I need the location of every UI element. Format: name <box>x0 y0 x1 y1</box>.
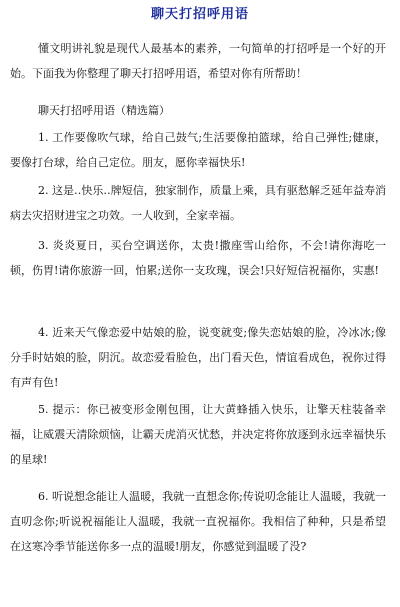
list-item-2: 2. 这是‥快乐‥牌短信，独家制作，质量上乘，具有驱愁解乏延年益寿消病去灾招财进宝之功效。一人收到，全家幸福。 <box>10 184 386 222</box>
document-title: 聊天打招呼用语 <box>150 7 249 22</box>
section-subtitle: 聊天打招呼用语（精选篇） <box>38 104 170 117</box>
list-item-5: 5. 提示：你已被变形金刚包围，让大黄蜂插入快乐，让擎天柱装备幸福，让威震天清除烦恼，让霸天虎消灭忧愁，并决定将你放逐到永远幸福快乐的星球! <box>10 403 386 466</box>
list-item-1: 1. 工作要像吹气球，给自己鼓气;生活要像拍篮球，给自己弹性;健康，要像打台球，给自己定位。朋友，愿你幸福快乐! <box>10 131 386 169</box>
list-item-3: 3. 炎炎夏日，买台空调送你，太贵!撒座雪山给你，不会!请你海吃一顿，伤胃!请你旅游一回，怕累;送你一支玫瑰，误会!只好短信祝福你，实惠! <box>10 239 386 277</box>
intro-paragraph: 懂文明讲礼貌是现代人最基本的素养，一句简单的打招呼是一个好的开始。下面我为你整理了聊天打招呼用语，希望对你有所帮助！ <box>10 42 386 80</box>
list-item-6: 6. 听说想念能让人温暖，我就一直想念你;传说叨念能让人温暖，我就一直叨念你;听说祝福能让人温暖，我就一直祝福你。我相信了种种，只是希望在这寒冷季节能送你多一点的温暖!朋友，你感觉到温暖了没? <box>10 490 386 553</box>
list-item-4: 4. 近来天气像恋爱中姑娘的脸，说变就变;像失恋姑娘的脸，冷冰冰;像分手时姑娘的脸，阴沉。故恋爱看脸色，出门看天色，情谊看成色，祝你过得有声有色! <box>10 326 386 389</box>
